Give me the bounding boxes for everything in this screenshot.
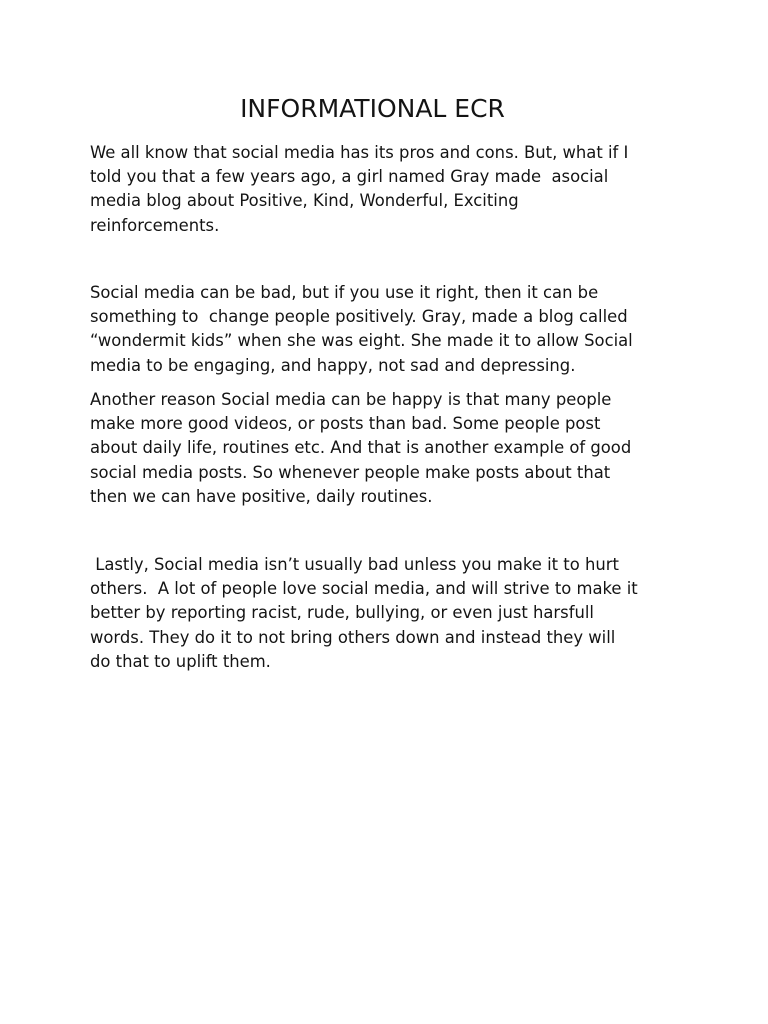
paragraph-conclusion: Lastly, Social media isn’t usually bad unless you make it to hurt others. A lot of people love social media, and will strive to make it better by reporting racist, rude, bullying, or even just harsfull words. They do it to not bring others down and instead they will do that to uplift them. (90, 555, 638, 671)
paragraph-intro: We all know that social media has its pros and cons. But, what if I told you that a few years ago, a girl named Gray made asocial media blog about Positive, Kind, Wonderful, Exciting reinforcements. (90, 143, 629, 235)
paragraph-body-2: Another reason Social media can be happy is that many people make more good videos, or posts than bad. Some people post about daily life, routines etc. And that is another example of good social media posts. So whenever people make posts about that then we can have positive, daily routines. (90, 390, 632, 506)
paragraph-body-1: Social media can be bad, but if you use it right, then it can be something to change people positively. Gray, made a blog called “wondermit kids” when she was eight. She made it to allow Social media to be engaging, and happy, not sad and depressing. (90, 283, 633, 375)
document-title: INFORMATIONAL ECR (240, 94, 505, 123)
